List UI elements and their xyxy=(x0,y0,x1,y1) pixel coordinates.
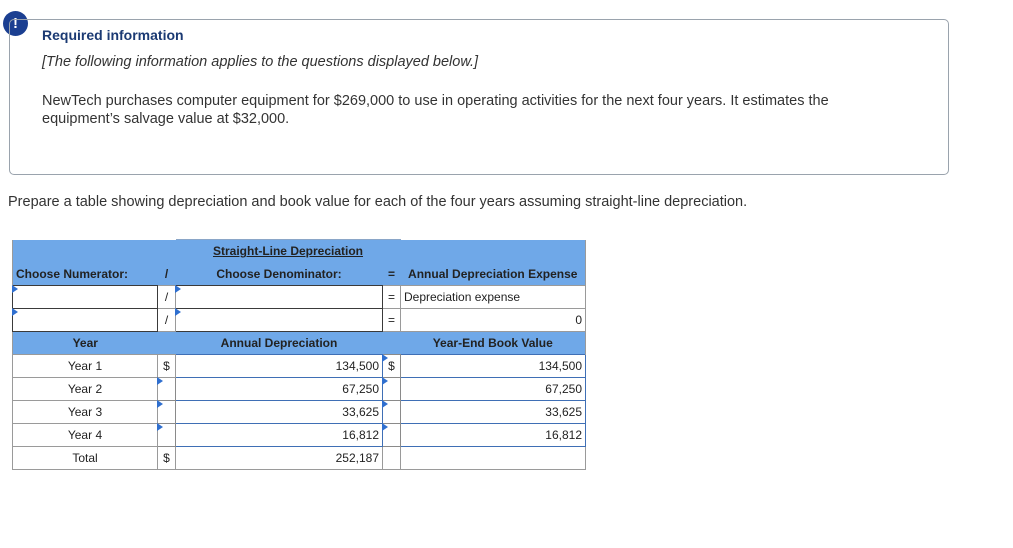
info-subtitle: [The following information applies to the questions displayed below.] xyxy=(42,54,479,70)
annual-depreciation-input[interactable]: 134,500 xyxy=(176,355,383,378)
slash-1: / xyxy=(158,286,176,309)
total-annual-depreciation: 252,187 xyxy=(176,447,383,470)
year-label: Year 1 xyxy=(13,355,158,378)
book-value-input[interactable]: 33,625 xyxy=(401,401,586,424)
flag-icon xyxy=(382,377,388,385)
flag-icon xyxy=(382,423,388,431)
flag-icon xyxy=(175,308,181,316)
formula-row-2 xyxy=(13,309,586,332)
annual-depreciation-input-area[interactable] xyxy=(158,378,176,401)
numerator-input-1[interactable] xyxy=(13,286,158,309)
book-value-input[interactable]: 67,250 xyxy=(401,378,586,401)
book-value-input-area[interactable] xyxy=(383,424,401,447)
flag-icon xyxy=(157,377,163,385)
denominator-input-2[interactable] xyxy=(176,309,383,332)
total-row xyxy=(13,447,586,470)
flag-icon xyxy=(382,400,388,408)
flag-icon xyxy=(12,308,18,316)
annual-depreciation-input-area[interactable] xyxy=(158,424,176,447)
year-label: Year 2 xyxy=(13,378,158,401)
table-row xyxy=(13,401,586,424)
total-label: Total xyxy=(13,447,158,470)
result-1: Depreciation expense xyxy=(401,286,586,309)
year-label: Year 4 xyxy=(13,424,158,447)
currency-symbol: $ xyxy=(158,447,176,470)
year-column-header: Year xyxy=(13,332,158,355)
annual-depreciation-input[interactable]: 16,812 xyxy=(176,424,383,447)
result-header: Annual Depreciation Expense xyxy=(401,263,586,286)
denominator-input-1[interactable] xyxy=(176,286,383,309)
flag-icon xyxy=(157,423,163,431)
slash-header: / xyxy=(158,263,176,286)
book-value-input[interactable]: 134,500 xyxy=(401,355,586,378)
annual-depreciation-input[interactable]: 67,250 xyxy=(176,378,383,401)
table-title: Straight-Line Depreciation xyxy=(176,240,401,263)
flag-icon xyxy=(12,285,18,293)
slash-2: / xyxy=(158,309,176,332)
straight-line-depreciation-table xyxy=(12,239,586,470)
flag-icon xyxy=(382,354,388,362)
book-value-input-area[interactable] xyxy=(383,401,401,424)
numerator-header: Choose Numerator: xyxy=(13,263,158,286)
currency-symbol: $ xyxy=(158,355,176,378)
info-body: NewTech purchases computer equipment for $269,000 to use in operating activities for the next four years. It estimates the equipment’s salvage value at $32,000. xyxy=(42,93,829,127)
equals-2: = xyxy=(383,309,401,332)
table-row xyxy=(13,378,586,401)
annual-depreciation-input[interactable]: 33,625 xyxy=(176,401,383,424)
table-row xyxy=(13,424,586,447)
equals-header: = xyxy=(383,263,401,286)
result-2: 0 xyxy=(401,309,586,332)
book-value-column-header: Year-End Book Value xyxy=(401,332,586,355)
equals-1: = xyxy=(383,286,401,309)
info-title: Required information xyxy=(42,27,184,43)
table-row xyxy=(13,355,586,378)
alert-icon: ! xyxy=(3,11,28,36)
book-value-input-area[interactable] xyxy=(383,378,401,401)
flag-icon xyxy=(175,285,181,293)
year-label: Year 3 xyxy=(13,401,158,424)
book-value-input[interactable]: 16,812 xyxy=(401,424,586,447)
instruction-text: Prepare a table showing depreciation and book value for each of the four years assuming straight-line depreciation. xyxy=(8,194,748,210)
flag-icon xyxy=(157,400,163,408)
annual-depreciation-column-header: Annual Depreciation xyxy=(176,332,383,355)
numerator-input-2[interactable] xyxy=(13,309,158,332)
annual-depreciation-input-area[interactable] xyxy=(158,401,176,424)
formula-row-1 xyxy=(13,286,586,309)
denominator-header: Choose Denominator: xyxy=(176,263,383,286)
currency-symbol: $ xyxy=(383,355,401,378)
